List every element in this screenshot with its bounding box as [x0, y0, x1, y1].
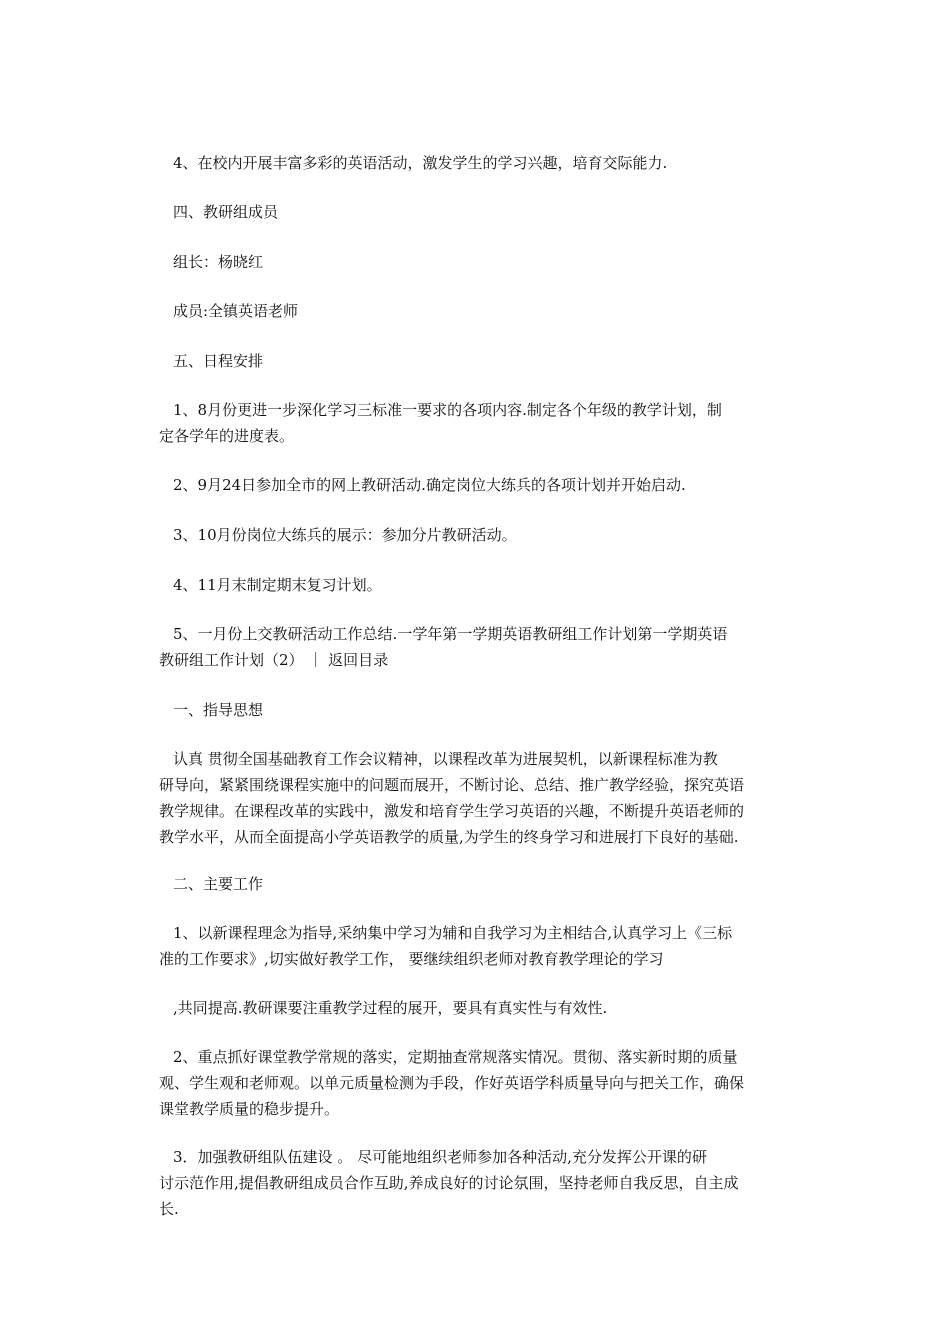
paragraph-guiding-ideology	[159, 746, 805, 850]
text-line: 2、9月24日参加全市的网上教研活动.确定岗位大练兵的各项计划并开始启动.	[173, 476, 686, 494]
text-line: 3、10月份岗位大练兵的展示：参加分片教研活动。	[173, 526, 517, 544]
text-line: 五、日程安排	[173, 352, 264, 370]
section-heading-schedule	[173, 348, 805, 374]
text-line: 4、11月末制定期末复习计划。	[173, 576, 382, 594]
paragraph-activity-4	[173, 150, 805, 176]
paragraph-main-work-1	[159, 920, 805, 972]
text-line: 长.	[159, 1200, 179, 1218]
text-line: 1、8月份更进一步深化学习三标准一要求的各项内容.制定各个年级的教学计划，制	[173, 401, 722, 419]
section-heading-main-work	[173, 871, 805, 897]
text-line: 二、主要工作	[173, 875, 264, 893]
text-line: 3．加强教研组队伍建设 。 尽可能地组织老师参加各种活动,充分发挥公开课的研	[173, 1148, 707, 1166]
paragraph-main-work-1-cont	[173, 995, 805, 1021]
text-line: 定各学年的进度表。	[159, 427, 295, 445]
paragraph-schedule-4	[173, 572, 805, 598]
text-line: ,共同提高.教研课要注重教学过程的展开，要具有真实性与有效性.	[173, 999, 608, 1017]
text-line: 观、学生观和老师观。以单元质量检测为手段，作好英语学科质量导向与把关工作，确保	[159, 1074, 745, 1092]
text-line: 教学规律。在课程改革的实践中，激发和培育学生学习英语的兴趣，不断提升英语老师的	[159, 802, 745, 820]
text-line: 组长：杨晓红	[173, 253, 264, 271]
text-line: 4、在校内开展丰富多彩的英语活动，激发学生的学习兴趣，培育交际能力.	[173, 154, 668, 172]
text-line: 1、以新课程理念为指导,采纳集中学习为辅和自我学习为主相结合,认真学习上《三标	[173, 924, 733, 942]
paragraph-schedule-5	[159, 621, 805, 673]
text-line: 教研组工作计划（2） ｜ 返回目录	[159, 651, 389, 669]
text-line: 四、教研组成员	[173, 203, 279, 221]
paragraph-schedule-1	[159, 397, 805, 449]
text-line: 成员:全镇英语老师	[173, 302, 299, 320]
paragraph-schedule-2	[173, 472, 805, 498]
text-line: 课堂教学质量的稳步提升。	[159, 1100, 340, 1118]
paragraph-members	[173, 298, 805, 324]
text-line: 认真 贯彻全国基础教育工作会议精神，以课程改革为进展契机，以新课程标准为教	[173, 750, 718, 768]
text-line: 2、重点抓好课堂教学常规的落实，定期抽查常规落实情况。贯彻、落实新时期的质量	[173, 1048, 738, 1066]
text-line: 讨示范作用,提倡教研组成员合作互助,养成良好的讨论氛围，坚持老师自我反思，自主成	[159, 1174, 739, 1192]
text-line: 一、指导思想	[173, 701, 264, 719]
section-heading-guiding-ideology	[173, 697, 805, 723]
section-heading-members	[173, 199, 805, 225]
paragraph-main-work-3	[159, 1144, 805, 1222]
text-line: 教学水平，从而全面提高小学英语教学的质量,为学生的终身学习和进展打下良好的基础.	[159, 828, 739, 846]
text-line: 研导向，紧紧围绕课程实施中的问题而展开，不断讨论、总结、推广教学经验，探究英语	[159, 776, 745, 794]
paragraph-main-work-2	[159, 1044, 805, 1122]
paragraph-schedule-3	[173, 522, 805, 548]
paragraph-leader	[173, 249, 805, 275]
text-line: 5、一月份上交教研活动工作总结.一学年第一学期英语教研组工作计划第一学期英语	[173, 625, 728, 643]
text-line: 准的工作要求》,切实做好教学工作， 要继续组织老师对教育教学理论的学习	[159, 950, 664, 968]
